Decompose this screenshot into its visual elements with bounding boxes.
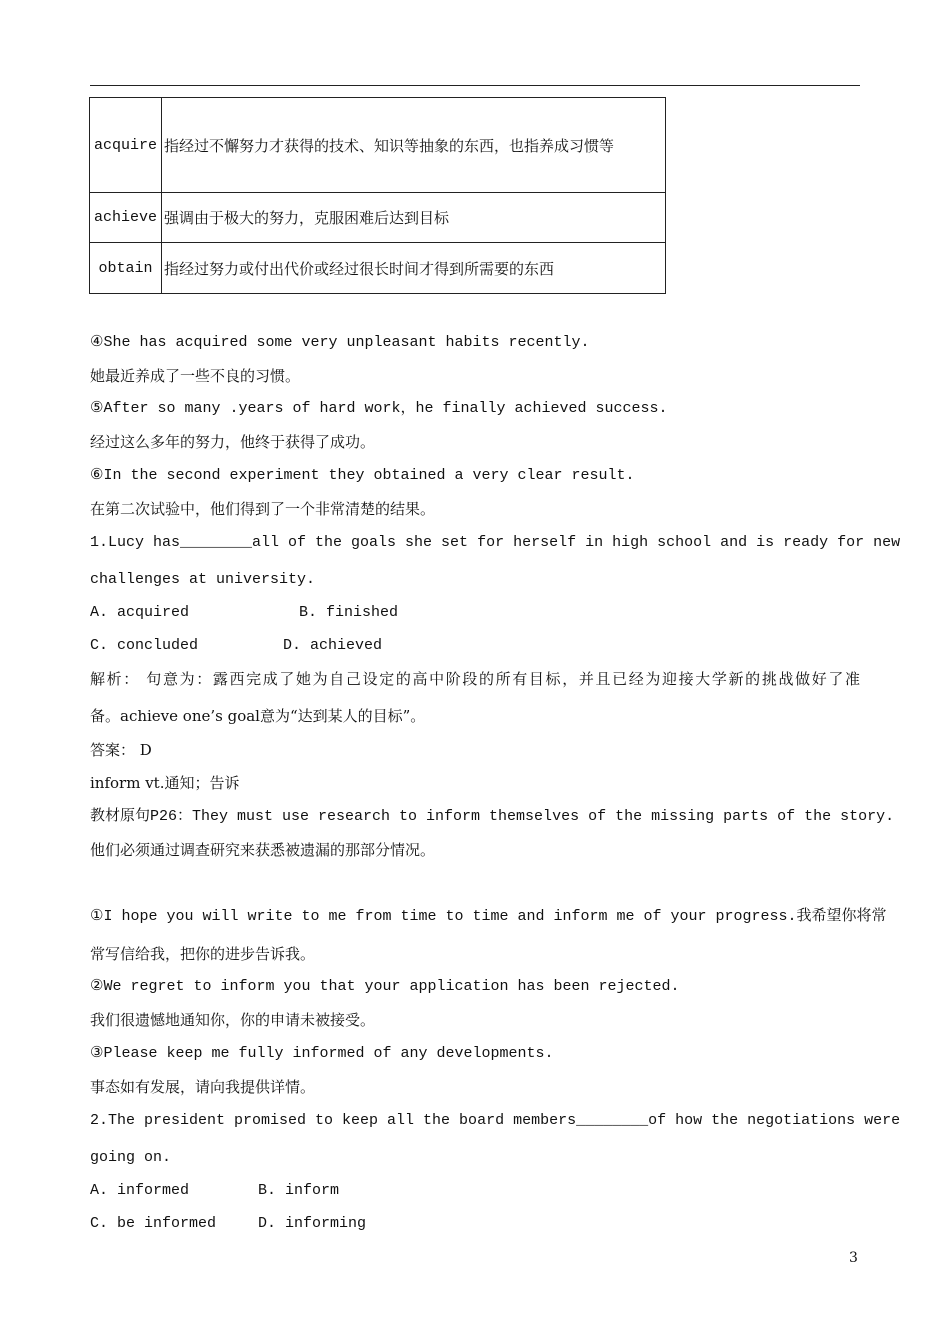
table-row <box>90 193 666 243</box>
example-sentence-cn: 事态如有发展，请向我提供详情。 <box>90 1078 316 1096</box>
question-1-answer: 答案： D <box>90 741 152 759</box>
vocab-heading-inform: inform vt.通知；告诉 <box>90 774 240 792</box>
table-meaning-cell: 指经过不懈努力才获得的技术、知识等抽象的东西，也指养成习惯等 <box>162 98 666 193</box>
question-2-stem-cont: going on. <box>90 1149 172 1166</box>
question-1-stem: 1.Lucy has________all of the goals she set for herself in high school and is ready for new <box>90 534 901 551</box>
textbook-sentence: 教材原句P26：They must use research to inform themselves of the missing parts of the story. <box>90 808 895 825</box>
table-word-cell: acquire <box>90 98 162 193</box>
question-1-option-a: A. acquired <box>90 604 190 621</box>
table-word-cell: obtain <box>90 243 162 294</box>
question-2-stem: 2.The president promised to keep all the board members________of how the negotiations were <box>90 1112 901 1129</box>
question-2-option-a: A. informed <box>90 1182 190 1199</box>
example-sentence-en: ⑥In the second experiment they obtained a very clear result. <box>90 467 635 484</box>
page-number: 3 <box>849 1250 858 1266</box>
example-sentence-en: ②We regret to inform you that your application has been rejected. <box>90 978 680 995</box>
textbook-sentence-cn: 他们必须通过调查研究来获悉被遗漏的那部分情况。 <box>90 841 436 859</box>
header-rule <box>90 85 860 86</box>
example-sentence-cn: 在第二次试验中，他们得到了一个非常清楚的结果。 <box>90 500 436 518</box>
question-1-option-d: D. achieved <box>283 637 383 654</box>
question-2-option-d: D. informing <box>258 1215 367 1232</box>
question-2-option-b: B. inform <box>258 1182 340 1199</box>
question-2-option-c: C. be informed <box>90 1215 217 1232</box>
table-meaning-cell: 指经过努力或付出代价或经过很长时间才得到所需要的东西 <box>162 243 666 294</box>
question-1-explanation-cont: 备。achieve one’s goal意为“达到某人的目标”。 <box>90 707 426 725</box>
table-word-cell: achieve <box>90 193 162 243</box>
example-sentence-cn: 我们很遗憾地通知你，你的申请未被接受。 <box>90 1011 376 1029</box>
example-sentence-en: ③Please keep me fully informed of any developments. <box>90 1045 554 1062</box>
example-sentence-cn: 常写信给我，把你的进步告诉我。 <box>90 945 316 963</box>
example-sentence-en: ⑤After so many .years of hard work，he finally achieved success. <box>90 400 668 417</box>
question-1-option-c: C. concluded <box>90 637 199 654</box>
table-row <box>90 243 666 294</box>
table-row <box>90 98 666 193</box>
question-1-explanation: 解析： 句意为：露西完成了她为自己设定的高中阶段的所有目标，并且已经为迎接大学新的挑战做好了准 <box>90 670 860 688</box>
question-1-stem-cont: challenges at university. <box>90 571 316 588</box>
vocab-comparison-table <box>89 97 666 294</box>
example-sentence-en: ④She has acquired some very unpleasant habits recently. <box>90 334 590 351</box>
example-sentence-cn: 她最近养成了一些不良的习惯。 <box>90 367 301 385</box>
example-sentence-cn: 经过这么多年的努力，他终于获得了成功。 <box>90 433 376 451</box>
table-meaning-cell: 强调由于极大的努力，克服困难后达到目标 <box>162 193 666 243</box>
example-sentence-en: ①I hope you will write to me from time to time and inform me of your progress.我希望你将常 <box>90 908 887 925</box>
question-1-option-b: B. finished <box>299 604 399 621</box>
